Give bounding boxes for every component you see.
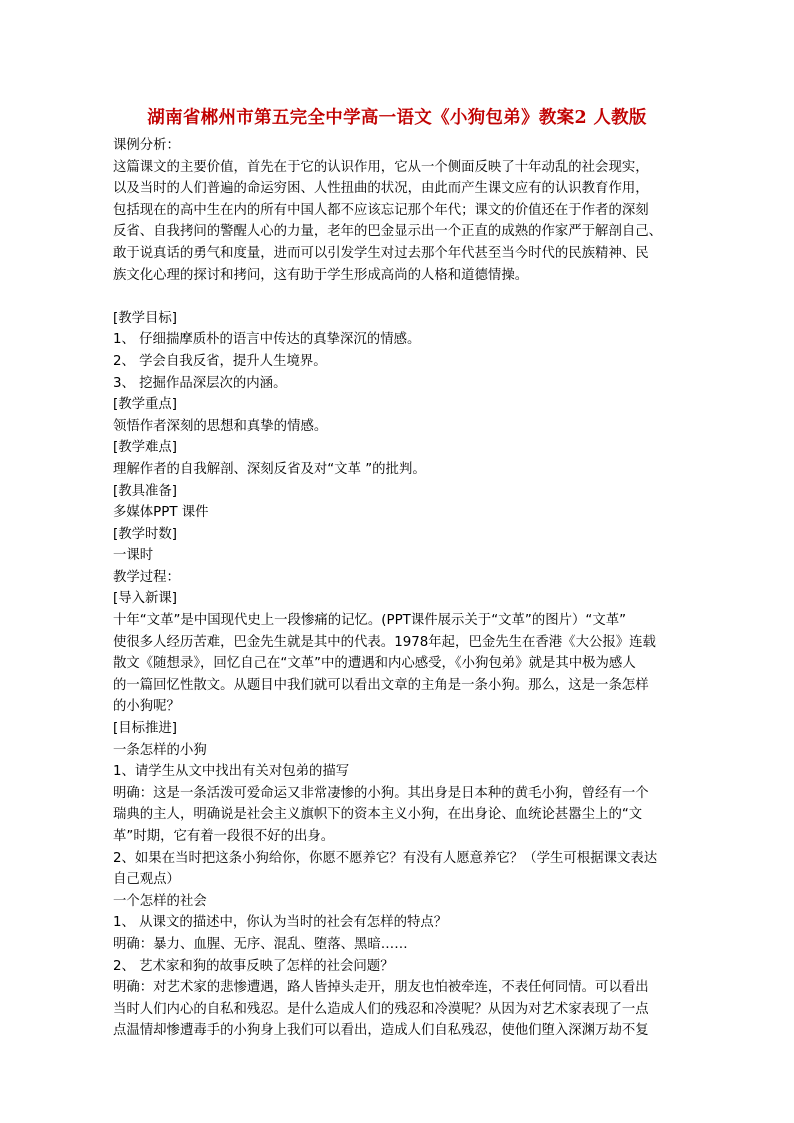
text-line: [导入新课] xyxy=(113,591,178,607)
text-line: 明确：这是一条活泼可爱命运又非常凄惨的小狗。其出身是日本种的黄毛小狗，曾经有一个 xyxy=(113,785,649,801)
text-line: 一条怎样的小狗 xyxy=(113,742,207,758)
text-line: 这篇课文的主要价值，首先在于它的认识作用，它从一个侧面反映了十年动乱的社会现实， xyxy=(113,159,649,175)
document-title: 湖南省郴州市第五完全中学高一语文《小狗包弟》教案2 人教版 xyxy=(147,108,647,128)
text-line: 课例分析： xyxy=(113,138,180,153)
text-line: 的小狗呢？ xyxy=(113,699,180,715)
text-line: 散文《随想录》，回忆自己在“文革”中的遭遇和内心感受，《小狗包弟》就是其中极为感人 xyxy=(113,656,636,672)
text-line: [教具准备] xyxy=(113,483,178,499)
text-line: 明确：对艺术家的悲惨遭遇，路人皆掉头走开，朋友也怕被牵连，不表任何同情。可以看出 xyxy=(113,980,649,996)
text-line: 教学过程： xyxy=(113,569,180,585)
text-line: 自己观点） xyxy=(113,872,180,888)
text-line: [教学难点] xyxy=(113,440,178,456)
text-line: 理解作者的自我解剖、深刻反省及对“文革 ”的批判。 xyxy=(113,461,426,477)
text-line: [教学目标] xyxy=(113,310,178,326)
text-line: 2、 学会自我反省，提升人生境界。 xyxy=(113,353,327,369)
text-line: [目标推进] xyxy=(113,721,178,737)
text-line: 领悟作者深刻的思想和真挚的情感。 xyxy=(113,418,328,434)
text-line: 使很多人经历苦难，巴金先生就是其中的代表。1978年起，巴金先生在香港《大公报》连载 xyxy=(113,634,656,650)
text-line: [教学重点] xyxy=(113,397,178,413)
text-line: 3、 挖掘作品深层次的内涵。 xyxy=(113,375,287,391)
text-line: 反省、自我拷问的警醒人心的力量，老年的巴金显示出一个正直的成熟的作家严于解剖自己、 xyxy=(113,224,663,240)
text-line: 敢于说真话的勇气和度量，进而可以引发学生对过去那个年代甚至当今时代的民族精神、民 xyxy=(113,245,649,261)
text-line: 点温情却惨遭毒手的小狗身上我们可以看出，造成人们自私残忍，使他们堕入深渊万劫不复 xyxy=(113,1023,649,1039)
text-line: 瑞典的主人，明确说是社会主义旗帜下的资本主义小狗，在出身论、血统论甚嚣尘上的“文 xyxy=(113,807,643,823)
text-line: 多媒体PPT 课件 xyxy=(113,505,209,521)
text-line: 的一篇回忆性散文。从题目中我们就可以看出文章的主角是一条小狗。那么，这是一条怎样 xyxy=(113,677,649,693)
text-line: 1、 仔细揣摩质朴的语言中传达的真挚深沉的情感。 xyxy=(113,332,421,348)
text-line: 1、 从课文的描述中，你认为当时的社会有怎样的特点？ xyxy=(113,915,448,931)
text-line xyxy=(113,286,683,308)
text-line: 十年“文革”是中国现代史上一段惨痛的记忆。(PPT课件展示关于“文革”的图片）“文革” xyxy=(113,613,627,629)
text-line: 包括现在的高中生在内的所有中国人都不应该忘记那个年代；课文的价值还在于作者的深刻 xyxy=(113,202,649,218)
text-line: 2、 艺术家和狗的故事反映了怎样的社会问题？ xyxy=(113,958,394,974)
document-body xyxy=(113,135,683,1042)
text-line: 革”时期，它有着一段很不好的出身。 xyxy=(113,829,335,844)
text-line: 1、请学生从文中找出有关对包弟的描写 xyxy=(113,764,350,780)
text-line: [教学时数] xyxy=(113,526,178,542)
text-line: 一课时 xyxy=(113,548,154,564)
text-line: 明确：暴力、血腥、无序、混乱、堕落、黑暗…… xyxy=(113,936,408,952)
text-line: 以及当时的人们普遍的命运穷困、人性扭曲的状况，由此而产生课文应有的认识教育作用， xyxy=(113,181,649,197)
text-line: 族文化心理的探讨和拷问，这有助于学生形成高尚的人格和道德情操。 xyxy=(113,267,529,283)
text-line: 当时人们内心的自私和残忍。是什么造成人们的残忍和冷漠呢？从因为对艺术家表现了一点 xyxy=(113,1001,649,1017)
text-line: 2、如果在当时把这条小狗给你，你愿不愿养它？有没有人愿意养它？（学生可根据课文表达 xyxy=(113,850,658,866)
text-line: 一个怎样的社会 xyxy=(113,893,207,909)
